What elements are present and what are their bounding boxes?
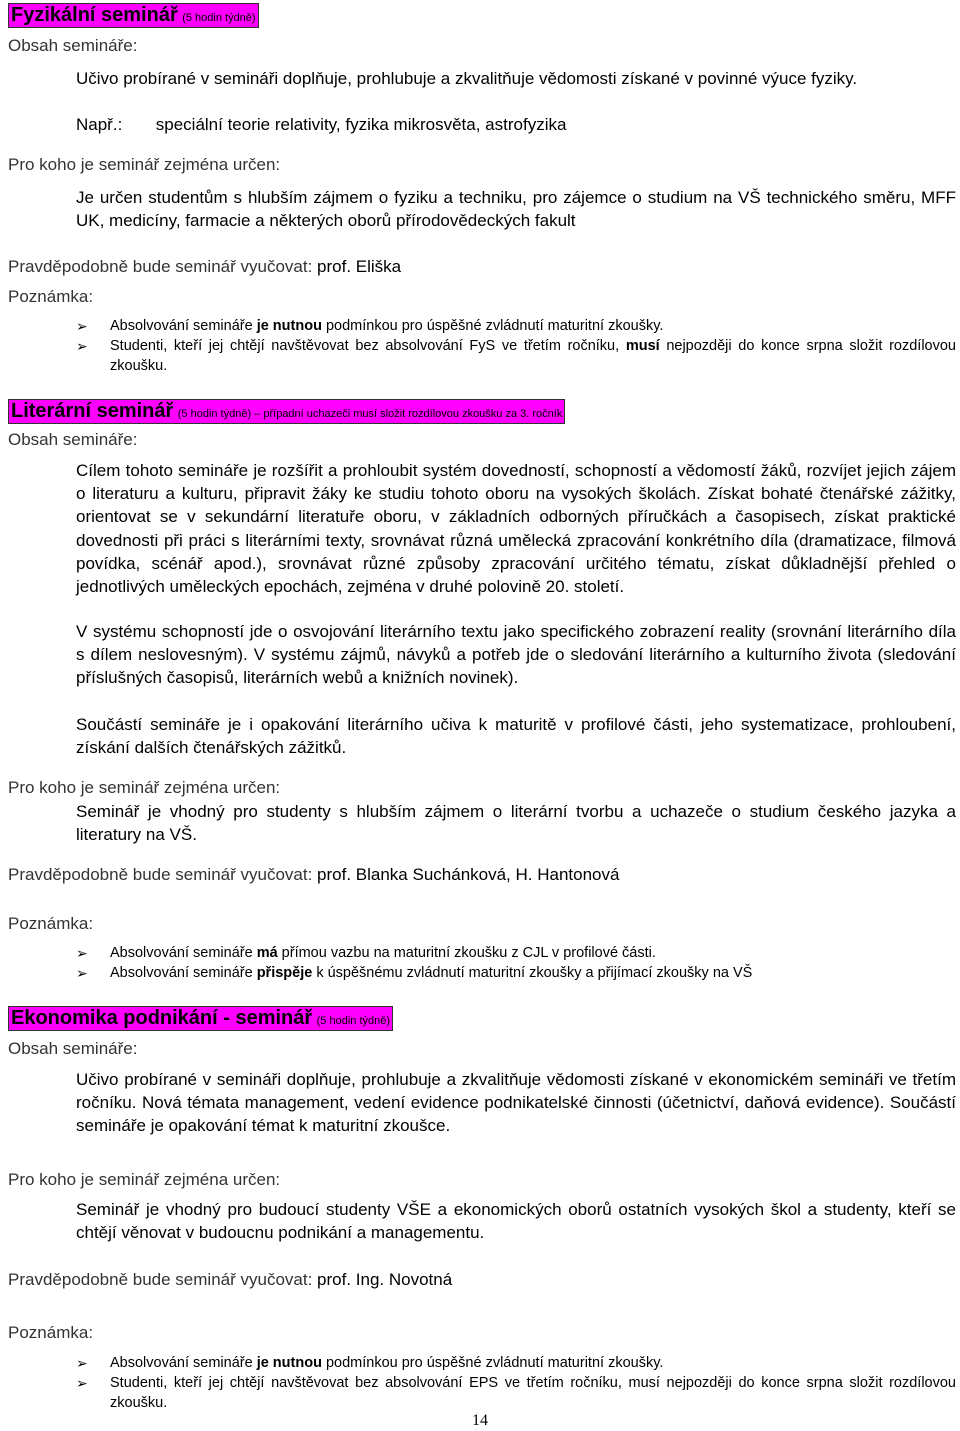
- teacher-line: [8, 257, 401, 277]
- content-paragraph-1: Cílem tohoto semináře je rozšířit a prohloubit systém dovedností, schopností a vědomostí žáků, rozvíjet jejich zájem o literaturu a kulturu, připravit žáky ke studiu tohoto oboru na vysokých školách. Získat bohaté čtenářské zážitky, orientovat se v sekundární literatuře oboru, v základních odborných příručkách a časopisech, získat praktické dovednosti při práci s literárními texty, srovnávat různá umělecká zpracování konkrétního díla (dramatizace, filmová povídka, scénář apod.), srovnávat různé způsoby zpracování určitého tématu, získat důkladnější přehled o jednotlivých uměleckých epochách, zejména v druhé polovině 20. století.: [76, 461, 956, 597]
- page-number: 14: [472, 1412, 488, 1429]
- notes-list: [76, 943, 956, 983]
- arrow-bullet-icon: ➢: [76, 1375, 88, 1391]
- note-label: Poznámka:: [8, 914, 94, 933]
- teacher-line: [8, 1270, 452, 1290]
- content-paragraph-2: V systému schopností jde o osvojování literárního textu jako specifického zobrazení reality (srovnání literárního díla s dílem neslovesným). V systému zájmů, návyků a potřeb jde o sledování literárního a kulturního života (sledování příslušných časopisů, literárních webů a knižních novinek).: [76, 622, 956, 688]
- list-item: ➢ Absolvování semináře je nutnou podmínkou pro úspěšné zvládnutí maturitní zkoušky.: [76, 318, 664, 334]
- notes-list: [76, 1353, 956, 1413]
- audience-label: Pro koho je seminář zejména určen:: [8, 1170, 281, 1189]
- example-text: speciální teorie relativity, fyzika mikrosvěta, astrofyzika: [155, 115, 567, 134]
- content-paragraph: Učivo probírané v semináři doplňuje, prohlubuje a zkvalitňuje vědomosti získané v ekonomickém semináři ve třetím ročníku. Nová témata management, vedení evidence podnikatelské činnosti (účetnictví, daňová evidence). Součástí semináře je opakování témat k maturitní zkoušce.: [76, 1070, 956, 1136]
- teacher-label: Pravděpodobně bude seminář vyučovat:: [8, 865, 313, 884]
- audience-paragraph: Je určen studentům s hlubším zájmem o fyziku a techniku, pro zájemce o studium na VŠ technického směru, MFF UK, medicíny, farmacie a některých oborů přírodovědeckých fakult: [76, 188, 956, 231]
- section-title-note: (5 hodin týdně): [182, 12, 256, 24]
- note-label: Poznámka:: [8, 1323, 94, 1342]
- teacher-line: [8, 865, 619, 885]
- content-label: Obsah semináře:: [8, 430, 138, 449]
- audience-paragraph: Seminář je vhodný pro studenty s hlubším zájmem o literární tvorbu a uchazeče o studium českého jazyka a literatury na VŠ.: [76, 802, 956, 845]
- teacher-name: prof. Ing. Novotná: [317, 1270, 453, 1289]
- section-title-text: Fyzikální seminář: [11, 4, 178, 26]
- example-line: [76, 113, 956, 136]
- section-title-text: Literární seminář: [11, 400, 174, 422]
- arrow-bullet-icon: ➢: [76, 318, 88, 334]
- content-paragraph-3: Součástí semináře je i opakování literárního učiva k maturitě v profilové části, jeho systematizace, prohloubení, získání dalších čtenářských zážitků.: [76, 715, 956, 758]
- list-item: ➢ Absolvování semináře má přímou vazbu na maturitní zkoušku z CJL v profilové části.: [76, 945, 656, 961]
- audience-paragraph: Seminář je vhodný pro budoucí studenty VŠE a ekonomických oborů ostatních vysokých škol a studenty, kteří se chtějí věnovat v budoucnu podnikání a managementu.: [76, 1200, 956, 1243]
- content-label: Obsah semináře:: [8, 1039, 138, 1058]
- content-paragraph: Učivo probírané v semináři doplňuje, prohlubuje a zkvalitňuje vědomosti získané v povinné výuce fyziky.: [76, 69, 858, 88]
- example-prefix: Např.:: [76, 115, 123, 134]
- section-title-text: Ekonomika podnikání - seminář: [11, 1007, 313, 1029]
- content-label: Obsah semináře:: [8, 36, 138, 55]
- section-title-economics: [8, 1006, 393, 1031]
- list-item: ➢ Studenti, kteří jej chtějí navštěvovat bez absolvování EPS ve třetím ročníku, musí nejpozději do konce srpna složit rozdílovou zkoušku.: [76, 1375, 956, 1411]
- list-item: ➢ Absolvování semináře přispěje k úspěšnému zvládnutí maturitní zkoušky a přijímací zkoušky na VŠ: [76, 965, 753, 981]
- arrow-bullet-icon: ➢: [76, 965, 88, 981]
- section-title-note: (5 hodin týdně): [316, 1015, 391, 1027]
- notes-list: [76, 316, 956, 376]
- teacher-label: Pravděpodobně bude seminář vyučovat:: [8, 257, 313, 276]
- arrow-bullet-icon: ➢: [76, 1355, 88, 1371]
- arrow-bullet-icon: ➢: [76, 945, 88, 961]
- teacher-name: prof. Eliška: [317, 257, 402, 276]
- teacher-name: prof. Blanka Suchánková, H. Hantonová: [317, 865, 620, 884]
- section-title-physics: [8, 3, 259, 28]
- arrow-bullet-icon: ➢: [76, 338, 88, 354]
- section-title-literature: [8, 399, 565, 424]
- section-title-note: (5 hodin týdně) – případní uchazeči musí složit rozdílovou zkoušku za 3. ročník: [177, 408, 563, 420]
- teacher-label: Pravděpodobně bude seminář vyučovat:: [8, 1270, 313, 1289]
- list-item: ➢ Studenti, kteří jej chtějí navštěvovat bez absolvování FyS ve třetím ročníku, musí nejpozději do konce srpna složit rozdílovou zkoušku.: [76, 338, 956, 374]
- audience-label: Pro koho je seminář zejména určen:: [8, 155, 281, 174]
- list-item: ➢ Absolvování semináře je nutnou podmínkou pro úspěšné zvládnutí maturitní zkoušky.: [76, 1355, 664, 1371]
- audience-label: Pro koho je seminář zejména určen:: [8, 778, 281, 797]
- note-label: Poznámka:: [8, 287, 94, 306]
